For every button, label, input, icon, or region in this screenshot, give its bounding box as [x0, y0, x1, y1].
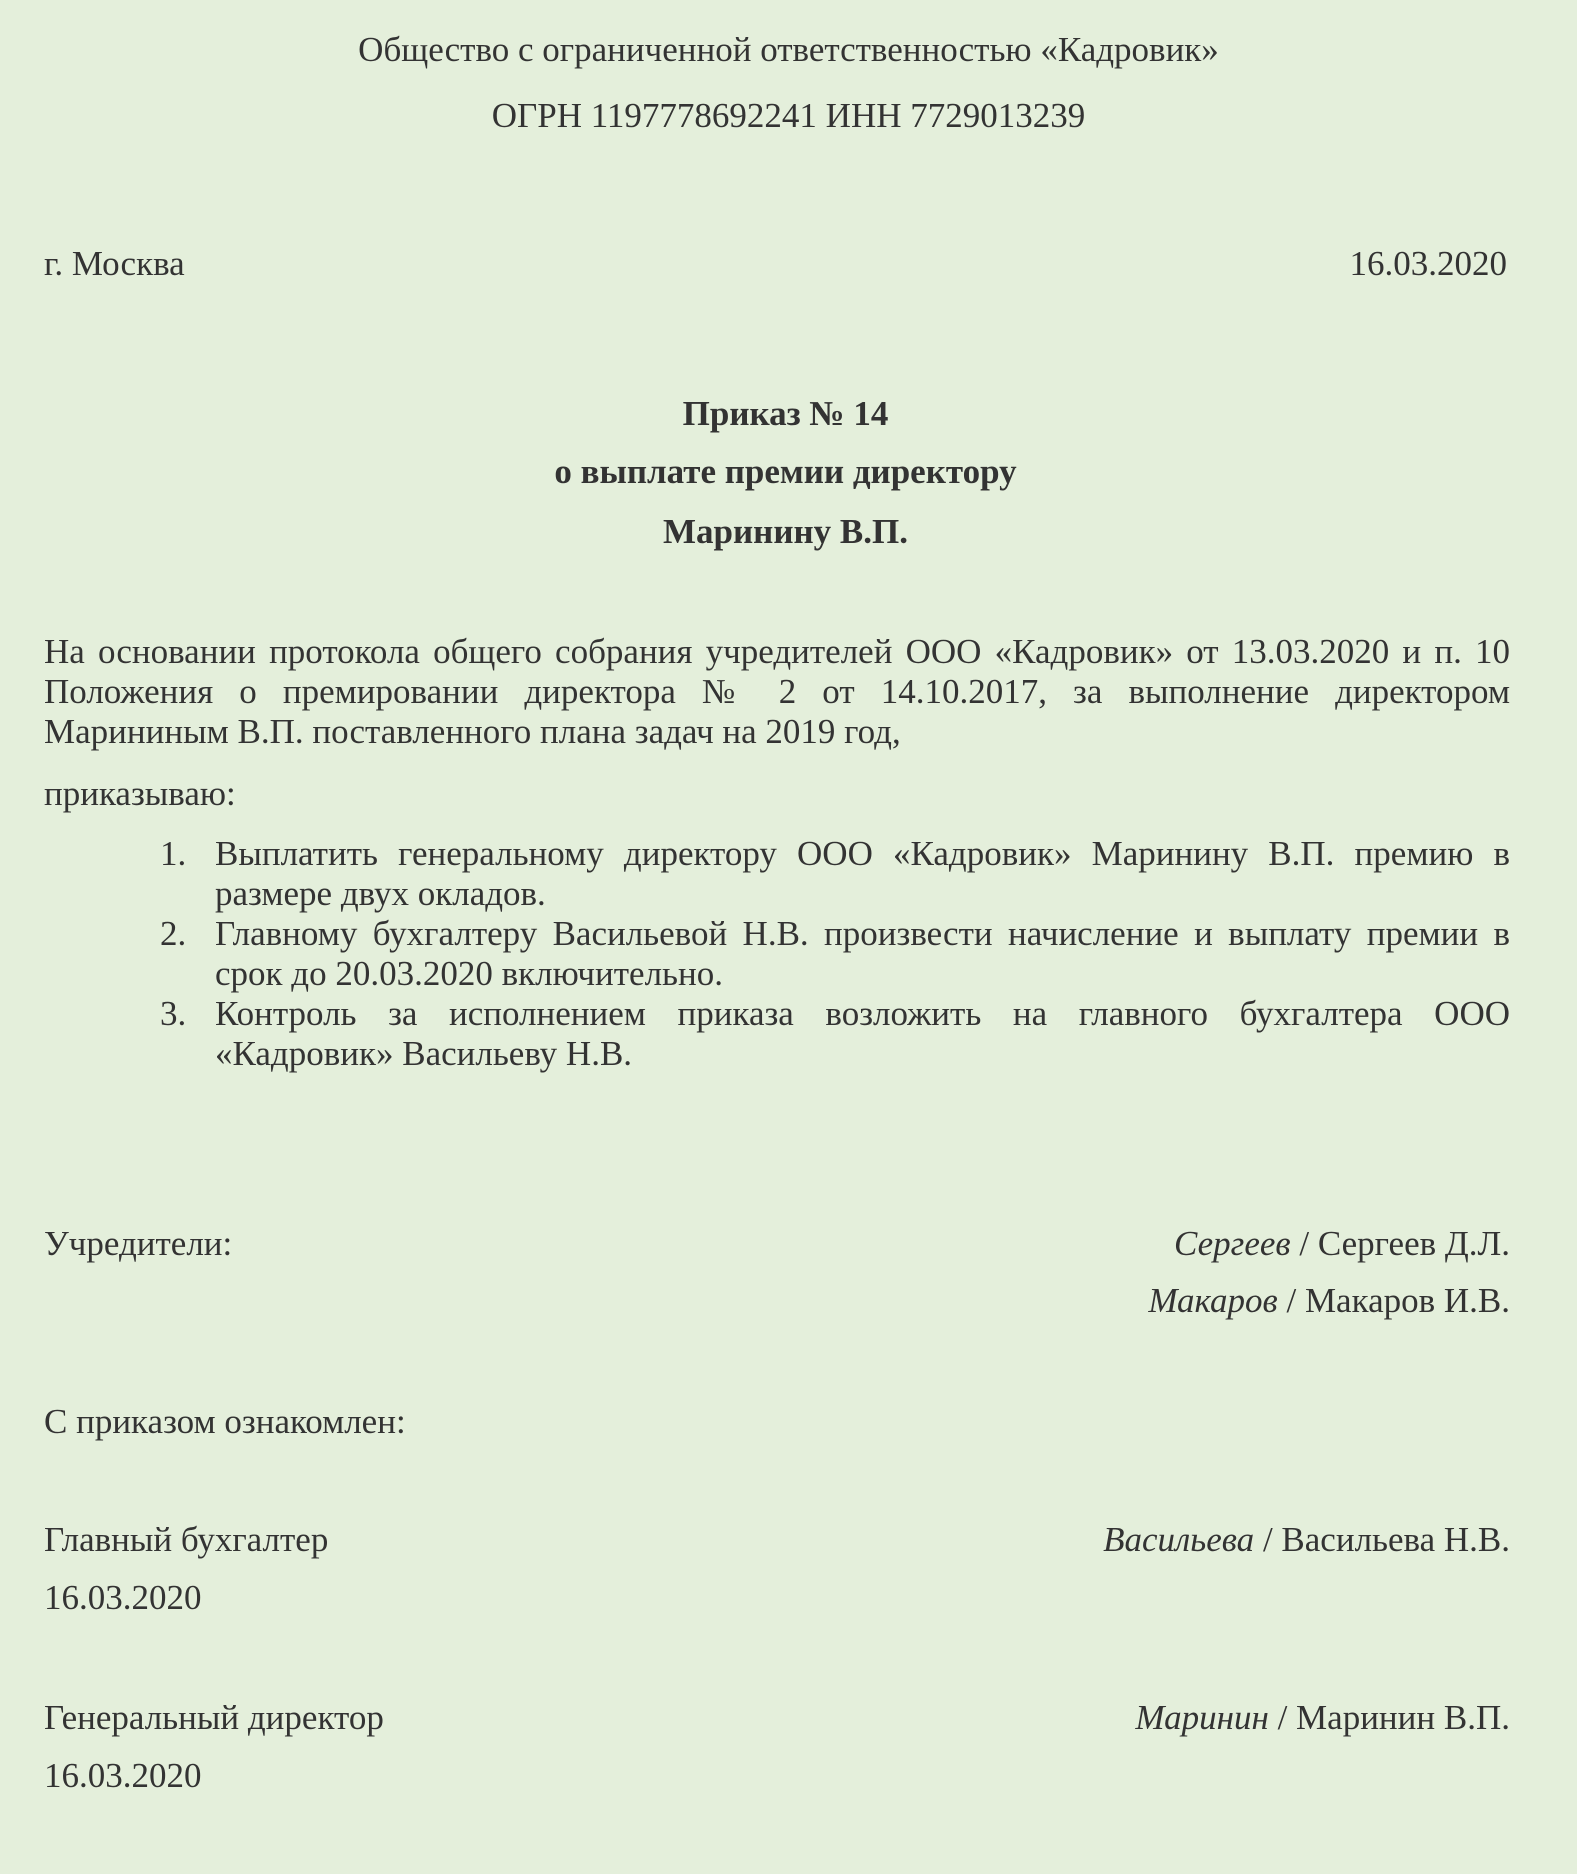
- order-recipient: Маринину В.П.: [663, 512, 908, 551]
- list-item-number: 3.: [160, 994, 187, 1033]
- order-title: Приказ № 14: [682, 394, 889, 433]
- list-item: [44, 914, 1510, 994]
- order-word: приказываю:: [44, 774, 236, 813]
- director-position: Генеральный директор: [44, 1698, 384, 1737]
- list-item: [44, 994, 1510, 1074]
- founder-name: Сергеев Д.Л.: [1317, 1224, 1510, 1263]
- founder-signature: Сергеев: [1174, 1224, 1291, 1263]
- director-date: 16.03.2020: [44, 1756, 202, 1795]
- list-item-text: Выплатить генеральному директору ООО «Кадровик» Маринину В.П. премию в размере двух окладов.: [215, 834, 1510, 913]
- org-ids: ОГРН 1197778692241 ИНН 7729013239: [491, 96, 1086, 135]
- founder-signature: Макаров: [1148, 1281, 1278, 1320]
- accountant-signature: Васильева: [1103, 1520, 1255, 1559]
- list-item-number: 1.: [160, 834, 187, 873]
- city: г. Москва: [44, 244, 185, 283]
- acquainted-label: С приказом ознакомлен:: [44, 1402, 406, 1441]
- director-signature: Маринин: [1135, 1698, 1269, 1737]
- founder-signature-line: [1148, 1281, 1510, 1321]
- signature-separator: /: [1290, 1224, 1318, 1263]
- order-subject: о выплате премии директору: [554, 452, 1017, 491]
- org-name: Общество с ограниченной ответственностью «Кадровик»: [358, 30, 1219, 69]
- signature-separator: /: [1254, 1520, 1282, 1559]
- document-date: 16.03.2020: [1349, 244, 1507, 283]
- founder-signature-line: [1174, 1224, 1510, 1264]
- order-items-list: [44, 834, 1510, 1074]
- list-item-text: Контроль за исполнением приказа возложить на главного бухгалтера ООО «Кадровик» Васильеву Н.В.: [215, 994, 1510, 1073]
- list-item-text: Главному бухгалтеру Васильевой Н.В. произвести начисление и выплату премии в срок до 20.03.2020 включительно.: [215, 914, 1510, 993]
- signature-separator: /: [1268, 1698, 1297, 1737]
- accountant-date: 16.03.2020: [44, 1578, 202, 1617]
- founders-label: Учредители:: [44, 1224, 233, 1263]
- accountant-position: Главный бухгалтер: [44, 1520, 329, 1559]
- director-name: Маринин В.П.: [1296, 1698, 1510, 1737]
- list-item: [44, 834, 1510, 914]
- list-item-number: 2.: [160, 914, 187, 953]
- founder-name: Макаров И.В.: [1304, 1281, 1510, 1320]
- signature-separator: /: [1277, 1281, 1305, 1320]
- basis-paragraph: На основании протокола общего собрания учредителей ООО «Кадровик» от 13.03.2020 и п. 10 Положения о премировании директора № 2 от 14.10.2017, за выполнение директором Марининым В.П. поставленного плана задач на 2019 год,: [44, 632, 1510, 751]
- director-signature-line: [1135, 1698, 1510, 1738]
- accountant-name: Васильева Н.В.: [1281, 1520, 1510, 1559]
- accountant-signature-line: [1103, 1520, 1510, 1560]
